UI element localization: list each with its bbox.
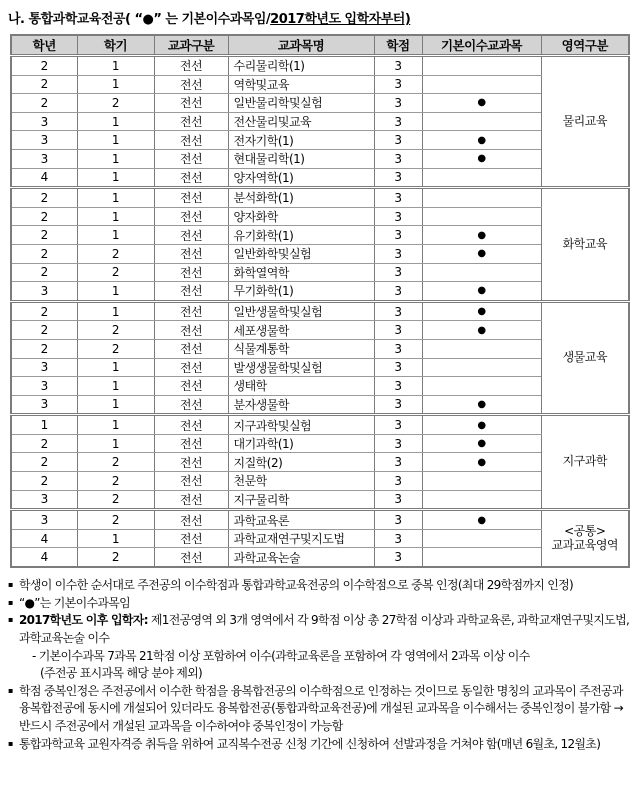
basic-course-dot-icon: ●	[422, 244, 541, 263]
note-bold-lead: 2017학년도 이후 입학자:	[19, 613, 148, 628]
cell-semester: 2	[77, 263, 154, 282]
note-item	[8, 612, 631, 647]
page-title-underlined: 2017학년도 입학자부터)	[270, 12, 411, 27]
cell-course-name: 양자역학(1)	[228, 168, 374, 188]
cell-year: 1	[11, 415, 77, 435]
cell-semester: 2	[77, 339, 154, 358]
cell-category: 전선	[154, 188, 228, 208]
cell-semester: 2	[77, 510, 154, 530]
cell-course-name: 식물계통학	[228, 339, 374, 358]
basic-course-empty-cell	[422, 490, 541, 510]
area-label: 지구과학	[562, 454, 607, 469]
cell-credits: 3	[374, 226, 422, 245]
cell-year: 2	[11, 263, 77, 282]
table-row	[11, 548, 629, 567]
cell-course-name: 과학교육론	[228, 510, 374, 530]
cell-year: 2	[11, 94, 77, 113]
cell-category: 전선	[154, 131, 228, 150]
cell-course-name: 세포생물학	[228, 321, 374, 340]
cell-credits: 3	[374, 548, 422, 567]
cell-credits: 3	[374, 168, 422, 188]
cell-semester: 1	[77, 395, 154, 415]
cell-semester: 1	[77, 207, 154, 226]
cell-course-name: 전산물리및교육	[228, 112, 374, 131]
cell-category: 전선	[154, 434, 228, 453]
cell-category: 전선	[154, 339, 228, 358]
cell-semester: 1	[77, 112, 154, 131]
cell-semester: 1	[77, 529, 154, 548]
cell-semester: 1	[77, 226, 154, 245]
cell-year: 2	[11, 244, 77, 263]
cell-credits: 3	[374, 244, 422, 263]
table-row	[11, 75, 629, 94]
table-row	[11, 490, 629, 510]
table-row	[11, 263, 629, 282]
cell-credits: 3	[374, 377, 422, 396]
table-row	[11, 131, 629, 150]
column-header: 영역구분	[541, 35, 629, 56]
cell-category: 전선	[154, 472, 228, 491]
cell-category: 전선	[154, 112, 228, 131]
table-header-row	[11, 35, 629, 56]
cell-category: 전선	[154, 94, 228, 113]
column-header: 교과목명	[228, 35, 374, 56]
cell-course-name: 일반생물학및실험	[228, 301, 374, 321]
cell-course-name: 천문학	[228, 472, 374, 491]
table-row	[11, 395, 629, 415]
table-row	[11, 301, 629, 321]
table-row	[11, 94, 629, 113]
column-header: 학년	[11, 35, 77, 56]
table-row	[11, 453, 629, 472]
basic-course-empty-cell	[422, 377, 541, 396]
table-row	[11, 244, 629, 263]
cell-credits: 3	[374, 415, 422, 435]
cell-category: 전선	[154, 395, 228, 415]
cell-course-name: 수리물리학(1)	[228, 56, 374, 76]
table-row	[11, 321, 629, 340]
cell-course-name: 지구과학및실험	[228, 415, 374, 435]
cell-year: 3	[11, 490, 77, 510]
cell-course-name: 과학교육논술	[228, 548, 374, 567]
column-header: 기본이수교과목	[422, 35, 541, 56]
cell-year: 2	[11, 339, 77, 358]
cell-category: 전선	[154, 244, 228, 263]
cell-area-group	[541, 188, 629, 302]
cell-credits: 3	[374, 453, 422, 472]
cell-category: 전선	[154, 282, 228, 302]
cell-credits: 3	[374, 112, 422, 131]
cell-semester: 2	[77, 94, 154, 113]
note-text: 통합과학교육 교원자격증 취득을 위하여 교직복수전공 신청 기간에 신청하여 선발과정을 거쳐야 함(매년 6월초, 12월초)	[19, 736, 601, 751]
table-row	[11, 434, 629, 453]
note-item	[8, 736, 631, 754]
cell-category: 전선	[154, 377, 228, 396]
area-label: 생물교육	[562, 350, 607, 365]
page-title	[8, 8, 631, 27]
cell-year: 2	[11, 434, 77, 453]
basic-course-dot-icon: ●	[422, 453, 541, 472]
column-header: 학점	[374, 35, 422, 56]
basic-course-dot-icon: ●	[422, 434, 541, 453]
cell-semester: 2	[77, 548, 154, 567]
cell-semester: 2	[77, 453, 154, 472]
cell-credits: 3	[374, 395, 422, 415]
cell-category: 전선	[154, 529, 228, 548]
table-row	[11, 339, 629, 358]
cell-category: 전선	[154, 510, 228, 530]
note-item	[8, 595, 631, 613]
cell-credits: 3	[374, 472, 422, 491]
cell-category: 전선	[154, 56, 228, 76]
cell-year: 2	[11, 453, 77, 472]
cell-credits: 3	[374, 131, 422, 150]
note-item	[8, 683, 631, 736]
cell-semester: 1	[77, 75, 154, 94]
cell-semester: 1	[77, 358, 154, 377]
table-row	[11, 510, 629, 530]
cell-semester: 1	[77, 131, 154, 150]
cell-course-name: 분자생물학	[228, 395, 374, 415]
area-label: 물리교육	[562, 113, 607, 128]
footnotes	[8, 577, 631, 753]
table-row	[11, 188, 629, 208]
cell-credits: 3	[374, 263, 422, 282]
cell-category: 전선	[154, 453, 228, 472]
cell-semester: 2	[77, 490, 154, 510]
cell-year: 3	[11, 282, 77, 302]
cell-semester: 2	[77, 321, 154, 340]
basic-course-empty-cell	[422, 472, 541, 491]
cell-semester: 1	[77, 56, 154, 76]
cell-course-name: 현대물리학(1)	[228, 149, 374, 168]
cell-semester: 1	[77, 434, 154, 453]
cell-year: 4	[11, 529, 77, 548]
cell-course-name: 일반화학및실험	[228, 244, 374, 263]
cell-credits: 3	[374, 301, 422, 321]
cell-credits: 3	[374, 75, 422, 94]
cell-course-name: 발생생물학및실험	[228, 358, 374, 377]
basic-course-dot-icon: ●	[422, 131, 541, 150]
cell-semester: 1	[77, 168, 154, 188]
area-label: 화학교육	[562, 236, 607, 251]
table-row	[11, 56, 629, 76]
bullet-square-icon: ▪	[8, 738, 13, 748]
cell-course-name: 전자기학(1)	[228, 131, 374, 150]
table-row	[11, 529, 629, 548]
area-label: <공통>	[564, 523, 606, 538]
column-header: 교과구분	[154, 35, 228, 56]
cell-course-name: 역학및교육	[228, 75, 374, 94]
cell-category: 전선	[154, 168, 228, 188]
note-text: “●”는 기본이수과목임	[19, 595, 131, 610]
cell-course-name: 무기화학(1)	[228, 282, 374, 302]
cell-year: 4	[11, 168, 77, 188]
table-row	[11, 282, 629, 302]
basic-course-empty-cell	[422, 529, 541, 548]
cell-year: 2	[11, 56, 77, 76]
cell-semester: 2	[77, 472, 154, 491]
cell-year: 3	[11, 112, 77, 131]
cell-category: 전선	[154, 263, 228, 282]
cell-area-group	[541, 301, 629, 415]
basic-course-dot-icon: ●	[422, 301, 541, 321]
cell-area-group	[541, 56, 629, 188]
area-label: 교과교육영역	[551, 537, 619, 552]
cell-course-name: 지구물리학	[228, 490, 374, 510]
basic-course-empty-cell	[422, 112, 541, 131]
curriculum-table	[10, 34, 630, 568]
note-item	[8, 577, 631, 595]
column-header: 학기	[77, 35, 154, 56]
bullet-square-icon: ▪	[8, 580, 13, 590]
cell-course-name: 양자화학	[228, 207, 374, 226]
cell-year: 2	[11, 188, 77, 208]
cell-category: 전선	[154, 490, 228, 510]
basic-course-dot-icon: ●	[422, 149, 541, 168]
table-row	[11, 149, 629, 168]
cell-area-group	[541, 510, 629, 567]
cell-category: 전선	[154, 226, 228, 245]
table-row	[11, 377, 629, 396]
table-row	[11, 358, 629, 377]
note-subline: (주전공 표시과목 해당 분야 제외)	[40, 666, 203, 681]
basic-course-empty-cell	[422, 548, 541, 567]
basic-course-empty-cell	[422, 168, 541, 188]
cell-year: 2	[11, 472, 77, 491]
cell-category: 전선	[154, 415, 228, 435]
cell-category: 전선	[154, 207, 228, 226]
cell-credits: 3	[374, 529, 422, 548]
cell-course-name: 지질학(2)	[228, 453, 374, 472]
cell-category: 전선	[154, 358, 228, 377]
cell-year: 2	[11, 226, 77, 245]
cell-course-name: 유기화학(1)	[228, 226, 374, 245]
table-row	[11, 226, 629, 245]
cell-year: 3	[11, 395, 77, 415]
basic-course-dot-icon: ●	[422, 510, 541, 530]
table-row	[11, 415, 629, 435]
cell-year: 2	[11, 301, 77, 321]
cell-credits: 3	[374, 490, 422, 510]
cell-semester: 1	[77, 377, 154, 396]
cell-credits: 3	[374, 358, 422, 377]
cell-semester: 2	[77, 244, 154, 263]
cell-credits: 3	[374, 510, 422, 530]
cell-year: 2	[11, 207, 77, 226]
basic-course-dot-icon: ●	[422, 395, 541, 415]
cell-credits: 3	[374, 434, 422, 453]
cell-year: 3	[11, 510, 77, 530]
cell-credits: 3	[374, 94, 422, 113]
cell-course-name: 일반물리학및실험	[228, 94, 374, 113]
table-row	[11, 207, 629, 226]
cell-category: 전선	[154, 301, 228, 321]
cell-credits: 3	[374, 282, 422, 302]
table-row	[11, 168, 629, 188]
cell-course-name: 분석화학(1)	[228, 188, 374, 208]
basic-course-dot-icon: ●	[422, 415, 541, 435]
table-row	[11, 112, 629, 131]
cell-credits: 3	[374, 207, 422, 226]
basic-course-empty-cell	[422, 75, 541, 94]
cell-semester: 1	[77, 301, 154, 321]
cell-course-name: 화학열역학	[228, 263, 374, 282]
cell-year: 3	[11, 149, 77, 168]
cell-category: 전선	[154, 149, 228, 168]
cell-year: 3	[11, 377, 77, 396]
cell-year: 2	[11, 321, 77, 340]
note-text: 학생이 이수한 순서대로 주전공의 이수학점과 통합과학교육전공의 이수학점으로 중복 인정(최대 29학점까지 인정)	[19, 578, 574, 593]
cell-course-name: 대기과학(1)	[228, 434, 374, 453]
cell-credits: 3	[374, 339, 422, 358]
cell-credits: 3	[374, 188, 422, 208]
cell-semester: 1	[77, 282, 154, 302]
note-subline: - 기본이수과목 7과목 21학점 이상 포함하여 이수(과학교육론을 포함하여 각 영역에서 2과목 이상 이수	[32, 648, 530, 663]
cell-semester: 1	[77, 415, 154, 435]
basic-course-empty-cell	[422, 263, 541, 282]
note-text: 제1전공영역 외 3개 영역에서 각 9학점 이상 총 27학점 이상과 과학교육론, 과학교재연구및지도법, 과학교육논술 이수	[19, 613, 630, 645]
table-row	[11, 472, 629, 491]
cell-course-name: 과학교재연구및지도법	[228, 529, 374, 548]
basic-course-dot-icon: ●	[422, 282, 541, 302]
basic-course-dot-icon: ●	[422, 226, 541, 245]
bullet-square-icon: ▪	[8, 685, 13, 695]
cell-credits: 3	[374, 56, 422, 76]
cell-semester: 1	[77, 188, 154, 208]
basic-course-empty-cell	[422, 358, 541, 377]
cell-year: 4	[11, 548, 77, 567]
cell-year: 3	[11, 131, 77, 150]
cell-credits: 3	[374, 149, 422, 168]
note-text: 학점 중복인정은 주전공에서 이수한 학점을 융복합전공의 이수학점으로 인정하는 것이므로 동일한 명칭의 교과목이 주전공과 융복합전공에 동시에 개설되어 있더라도 융복합전공(통합과학교육전공)에 개설된 교과목을 이수해서는 중복인정이 불가함 → 반드시 주전공에서 개설된 교과목을 이수하여야 중복인정이 가능함	[19, 683, 623, 734]
cell-category: 전선	[154, 321, 228, 340]
bullet-square-icon: ▪	[8, 615, 13, 625]
page-title-text: 나. 통합과학교육전공( “●” 는 기본이수과목임/	[8, 12, 271, 27]
cell-course-name: 생태학	[228, 377, 374, 396]
cell-category: 전선	[154, 75, 228, 94]
bullet-square-icon: ▪	[8, 597, 13, 607]
cell-credits: 3	[374, 321, 422, 340]
cell-year: 2	[11, 75, 77, 94]
cell-year: 3	[11, 358, 77, 377]
cell-category: 전선	[154, 548, 228, 567]
cell-area-group	[541, 415, 629, 510]
basic-course-dot-icon: ●	[422, 94, 541, 113]
basic-course-empty-cell	[422, 339, 541, 358]
cell-semester: 1	[77, 149, 154, 168]
basic-course-empty-cell	[422, 188, 541, 208]
basic-course-dot-icon: ●	[422, 321, 541, 340]
basic-course-empty-cell	[422, 56, 541, 76]
basic-course-empty-cell	[422, 207, 541, 226]
